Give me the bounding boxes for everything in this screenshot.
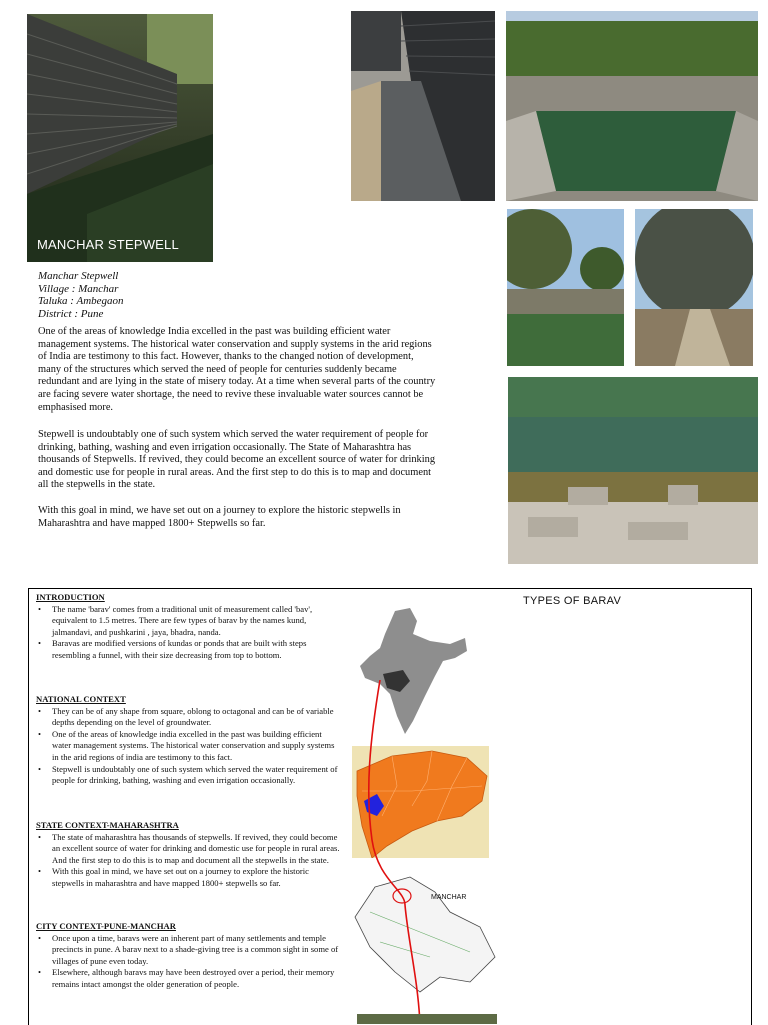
section-city-context [36, 921, 341, 991]
list-item: • Baravas are modified versions of kundas or ponds that are built with steps resembling a funnel, with their size decreasing from top to bottom. [52, 638, 341, 661]
stepwell-pool-photo [506, 11, 758, 201]
main-stepwell-image [27, 14, 213, 262]
stepwell-trees-photo [507, 209, 624, 366]
list-item: • They can be of any shape from square, oblong to octagonal and can be of variable depths depending on the level of groundwater. [52, 706, 341, 729]
list-item: • With this goal in mind, we have set out on a journey to explore the historic stepwells in maharashtra and have mapped 1800+ stepwells so far. [52, 866, 341, 889]
stepwell-meta [38, 270, 124, 320]
section-heading: INTRODUCTION [36, 592, 105, 602]
section-state-context [36, 820, 341, 890]
section-heading: CITY CONTEXT-PUNE-MANCHAR [36, 921, 176, 931]
list-item: • One of the areas of knowledge india excelled in the past was building efficient water management systems. The historical water conservation and supply systems in the arid regions of india are testimony to this fact. [52, 729, 341, 764]
meta-district: District : Pune [38, 307, 104, 320]
list-item: • The name 'barav' comes from a traditional unit of measurement called 'bav', equivalent to 1.5 metres. There are few types of barav by the names kund, jalmandavi, and pushkarini , jaya, bhadra, nanda. [52, 604, 341, 639]
section-heading: NATIONAL CONTEXT [36, 694, 126, 704]
list-item: • Once upon a time, baravs were an inherent part of many settlements and temple precincts in pune. A barav next to a shade-giving tree is a common sight in some of villages of pune even today. [52, 933, 341, 968]
stepwell-water-steps-photo [508, 377, 758, 564]
list-item: • Stepwell is undoubtably one of such system which served the water requirement of people for drinking, bathing, washing and even irrigation occasionally. [52, 764, 341, 787]
section-national-context [36, 694, 341, 787]
meta-village: Village : Manchar [38, 282, 119, 295]
section-introduction [36, 592, 341, 662]
list-item: • Elsewhere, although baravs may have been destroyed over a period, their memory remains intact amongst the older generation of people. [52, 967, 341, 990]
meta-name: Manchar Stepwell [38, 270, 119, 282]
route-line [350, 680, 470, 1024]
intro-paragraph-3: With this goal in mind, we have set out on a journey to explore the historic stepwells in Maharashtra and have mapped 1800+ Stepwells so far. [38, 505, 401, 529]
manchar-map-label: MANCHAR [431, 894, 467, 901]
tree-path-photo [635, 209, 753, 366]
types-of-barav-title: TYPES OF BARAV [523, 595, 622, 607]
stepwell-wall-photo [351, 11, 495, 201]
intro-paragraph-2: Stepwell is undoubtably one of such system which served the water requirement of people for drinking, bathing, washing and even irrigation occasionally. The State of Maharashtra has thousands of Stepwells. If revived, they could become an excellent source of water for drinking and domestic use for people in rural areas. And the first step to do this is to map and document all the stepwells in the state. [38, 429, 436, 491]
main-stepwell-photo [27, 14, 213, 262]
bottom-photo-strip [357, 1014, 497, 1024]
main-photo-caption: MANCHAR STEPWELL [37, 237, 179, 252]
list-item: • The state of maharashtra has thousands of stepwells. If revived, they could become an excellent source of water for drinking and domestic use for people in rural areas. And the first step to do this is to map and document all the stepwells in the state. [52, 832, 341, 867]
intro-paragraph-1: One of the areas of knowledge India excelled in the past was building efficient water management systems. The historical water conservation and supply systems in the arid regions of India are testimony to this fact. However, thanks to the changed notion of development, many of the structures which served the need of people for centuries suddenly became redundant and are lying in the state of misery today. At a time when several parts of the country are facing severe water shortage, the need to revive these invaluable water sources cannot be emphasised more. [38, 326, 436, 413]
section-heading: STATE CONTEXT-MAHARASHTRA [36, 820, 179, 830]
meta-taluka: Taluka : Ambegaon [38, 295, 124, 307]
